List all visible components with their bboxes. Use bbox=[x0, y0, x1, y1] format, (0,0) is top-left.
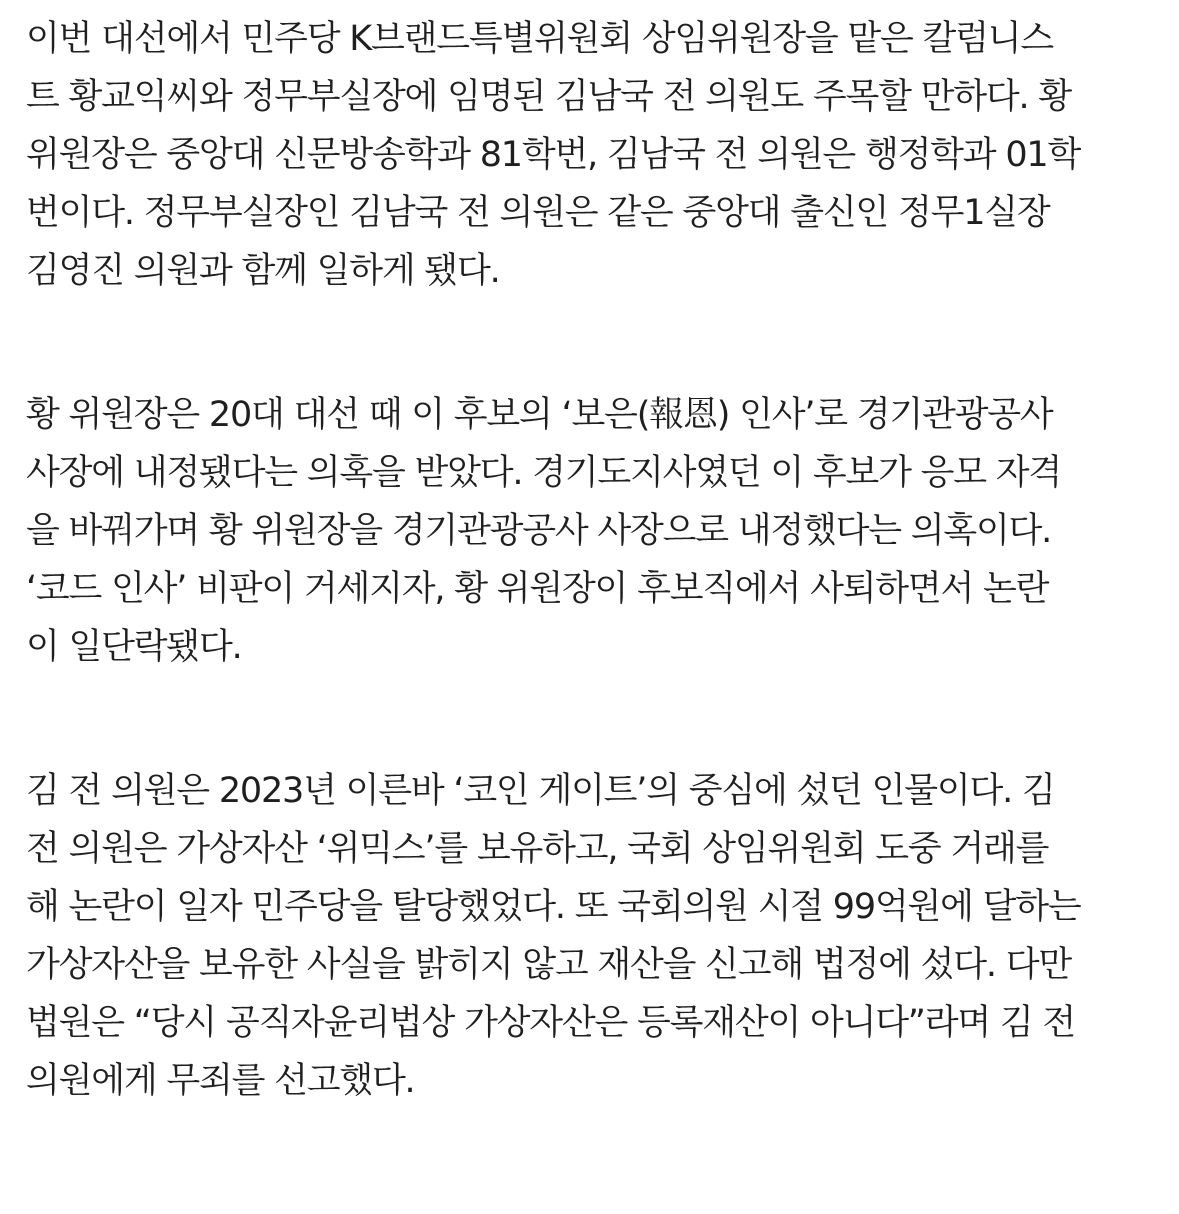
text-line: 김영진 의원과 함께 일하게 됐다. bbox=[26, 251, 500, 291]
text-line: 의원에게 무죄를 선고했다. bbox=[26, 1061, 415, 1101]
text-line: ‘코드 인사’ 비판이 거세지자, 황 위원장이 후보직에서 사퇴하면서 논란 bbox=[26, 569, 1049, 609]
paragraph-spacer bbox=[26, 676, 1161, 762]
paragraph-1 bbox=[26, 10, 1161, 300]
text-line: 위원장은 중앙대 신문방송학과 81학번, 김남국 전 의원은 행정학과 01학 bbox=[26, 135, 1081, 175]
paragraph-2 bbox=[26, 386, 1161, 676]
text-line: 트 황교익씨와 정무부실장에 임명된 김남국 전 의원도 주목할 만하다. 황 bbox=[26, 77, 1071, 117]
text-line: 사장에 내정됐다는 의혹을 받았다. 경기도지사였던 이 후보가 응모 자격 bbox=[26, 453, 1062, 493]
paragraph-3 bbox=[26, 762, 1161, 1110]
text-line: 황 위원장은 20대 대선 때 이 후보의 ‘보은(報恩) 인사’로 경기관광공사 bbox=[26, 395, 1053, 435]
text-line: 번이다. 정무부실장인 김남국 전 의원은 같은 중앙대 출신인 정무1실장 bbox=[26, 193, 1050, 233]
text-line: 법원은 “당시 공직자윤리법상 가상자산은 등록재산이 아니다”라며 김 전 bbox=[26, 1003, 1076, 1043]
text-line: 전 의원은 가상자산 ‘위믹스’를 보유하고, 국회 상임위원회 도중 거래를 bbox=[26, 829, 1049, 869]
text-line: 을 바꿔가며 황 위원장을 경기관광공사 사장으로 내정했다는 의혹이다. bbox=[26, 511, 1052, 551]
text-line: 해 논란이 일자 민주당을 탈당했었다. 또 국회의원 시절 99억원에 달하는 bbox=[26, 887, 1081, 927]
text-line: 이번 대선에서 민주당 K브랜드특별위원회 상임위원장을 맡은 칼럼니스 bbox=[26, 19, 1053, 59]
paragraph-spacer bbox=[26, 300, 1161, 386]
text-line: 김 전 의원은 2023년 이른바 ‘코인 게이트’의 중심에 섰던 인물이다. 김 bbox=[26, 771, 1055, 811]
text-line: 가상자산을 보유한 사실을 밝히지 않고 재산을 신고해 법정에 섰다. 다만 bbox=[26, 945, 1071, 985]
text-line: 이 일단락됐다. bbox=[26, 627, 242, 667]
